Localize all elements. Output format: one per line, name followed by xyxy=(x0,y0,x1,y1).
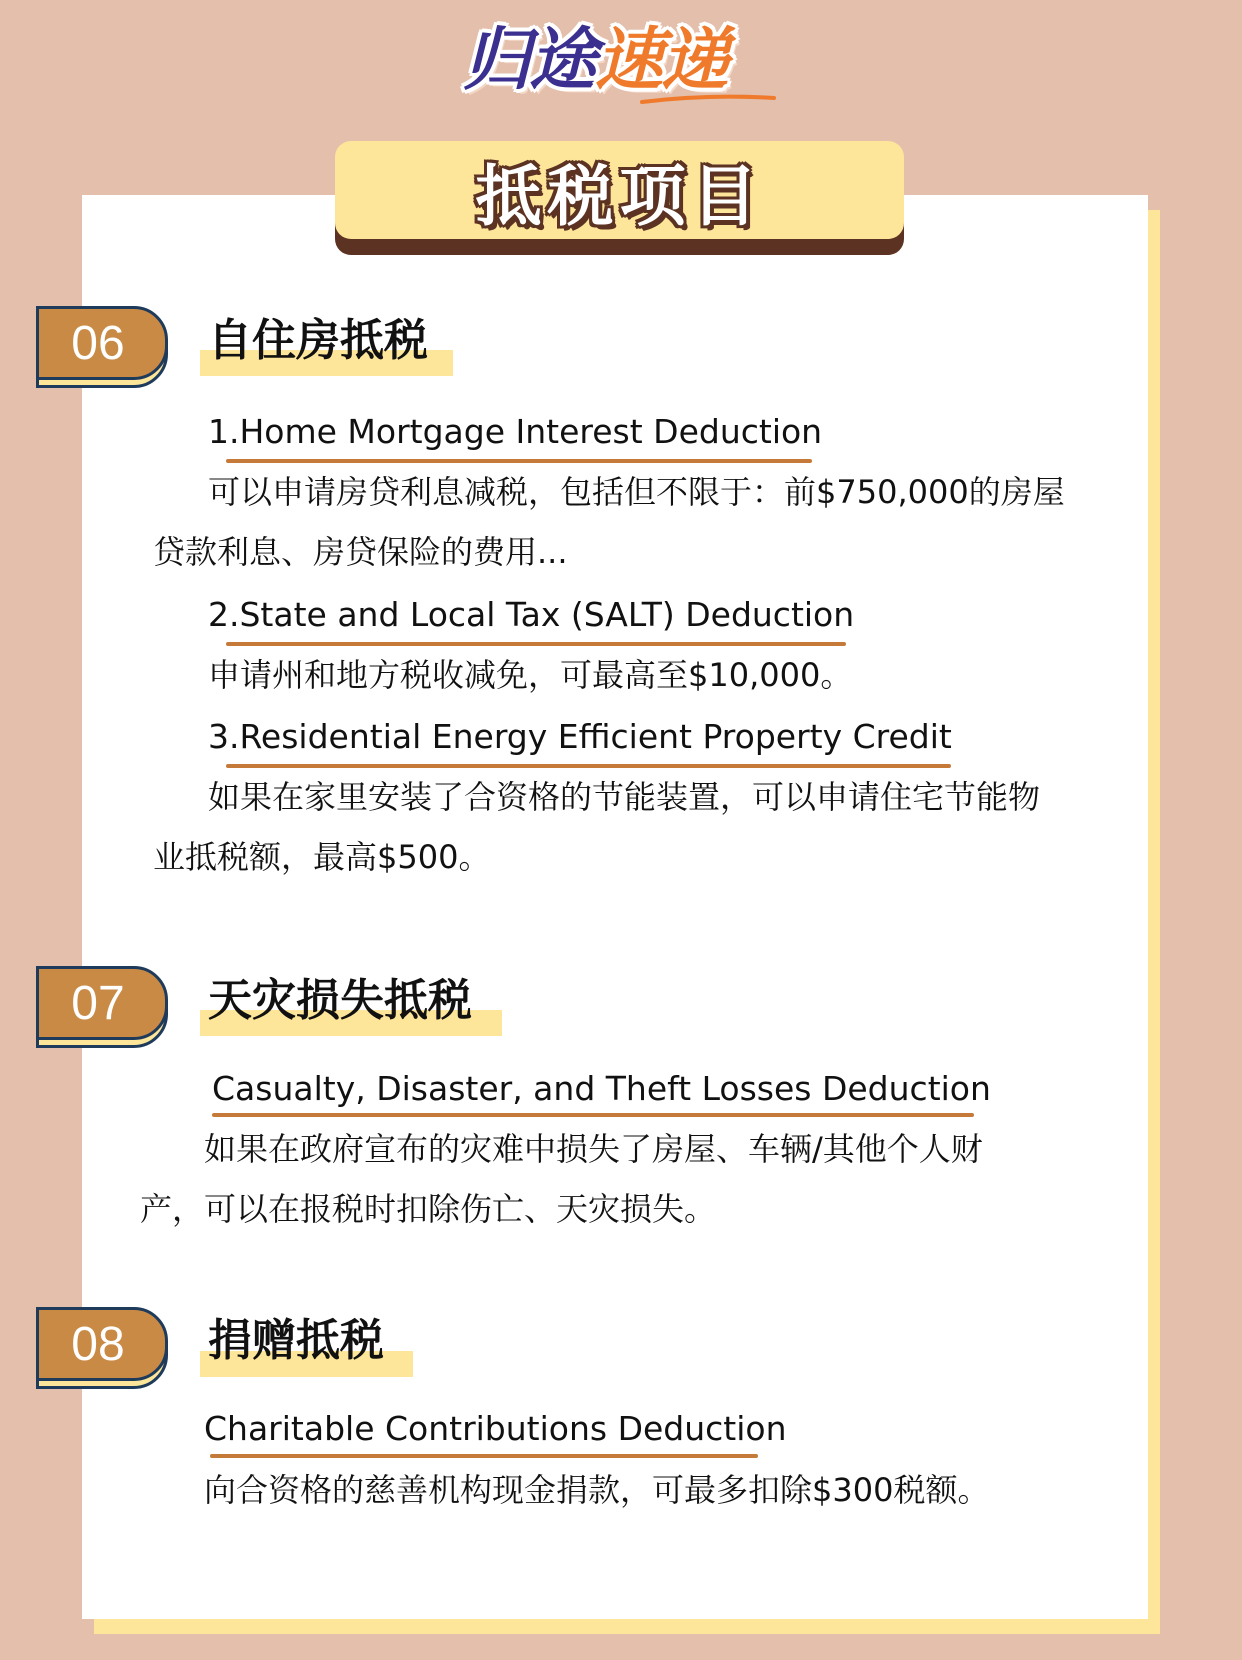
section-heading: 自住房抵税 xyxy=(208,315,428,366)
title-underline xyxy=(210,1454,758,1458)
section-badge-07 xyxy=(36,966,168,1046)
section-badge-06 xyxy=(36,306,168,386)
section-number: 06 xyxy=(71,316,125,370)
deduction-description: 贷款利息、房贷保险的费用... xyxy=(153,533,568,571)
deduction-title: 1.Home Mortgage Interest Deduction xyxy=(208,412,823,451)
section-heading: 天灾损失抵税 xyxy=(208,975,472,1026)
deduction-description: 申请州和地方税收减免，可最高至$10,000。 xyxy=(208,656,853,694)
brand-logo xyxy=(463,18,773,104)
deduction-description: 如果在家里安装了合资格的节能装置，可以申请住宅节能物 xyxy=(208,778,1041,816)
deduction-description: 产，可以在报税时扣除伤亡、天灾损失。 xyxy=(140,1190,717,1228)
deduction-description: 可以申请房贷利息减税，包括但不限于：前$750,000的房屋 xyxy=(208,473,1065,511)
deduction-description: 业抵税额，最高$500。 xyxy=(153,838,491,876)
section-heading: 捐赠抵税 xyxy=(208,1315,384,1366)
brand-logo-part2: 速递 xyxy=(595,21,728,100)
badge-body xyxy=(36,966,168,1040)
deduction-description: 向合资格的慈善机构现金捐款，可最多扣除$300税额。 xyxy=(204,1471,990,1509)
title-banner xyxy=(335,141,904,239)
deduction-title: Charitable Contributions Deduction xyxy=(204,1409,787,1448)
page-title: 抵税项目 xyxy=(475,157,764,235)
deduction-title: Casualty, Disaster, and Theft Losses Deduction xyxy=(212,1069,991,1108)
section-badge-08 xyxy=(36,1307,168,1387)
section-number: 08 xyxy=(71,1317,125,1371)
brand-logo-part1: 归途 xyxy=(463,21,596,100)
section-number: 07 xyxy=(71,976,125,1030)
logo-swoosh-icon xyxy=(638,92,778,106)
title-underline xyxy=(212,1113,974,1117)
deduction-description: 如果在政府宣布的灾难中损失了房屋、车辆/其他个人财 xyxy=(204,1130,983,1168)
badge-body xyxy=(36,1307,168,1381)
deduction-title: 3.Residential Energy Efficient Property Credit xyxy=(208,717,952,756)
badge-body xyxy=(36,306,168,380)
deduction-title: 2.State and Local Tax (SALT) Deduction xyxy=(208,595,855,634)
